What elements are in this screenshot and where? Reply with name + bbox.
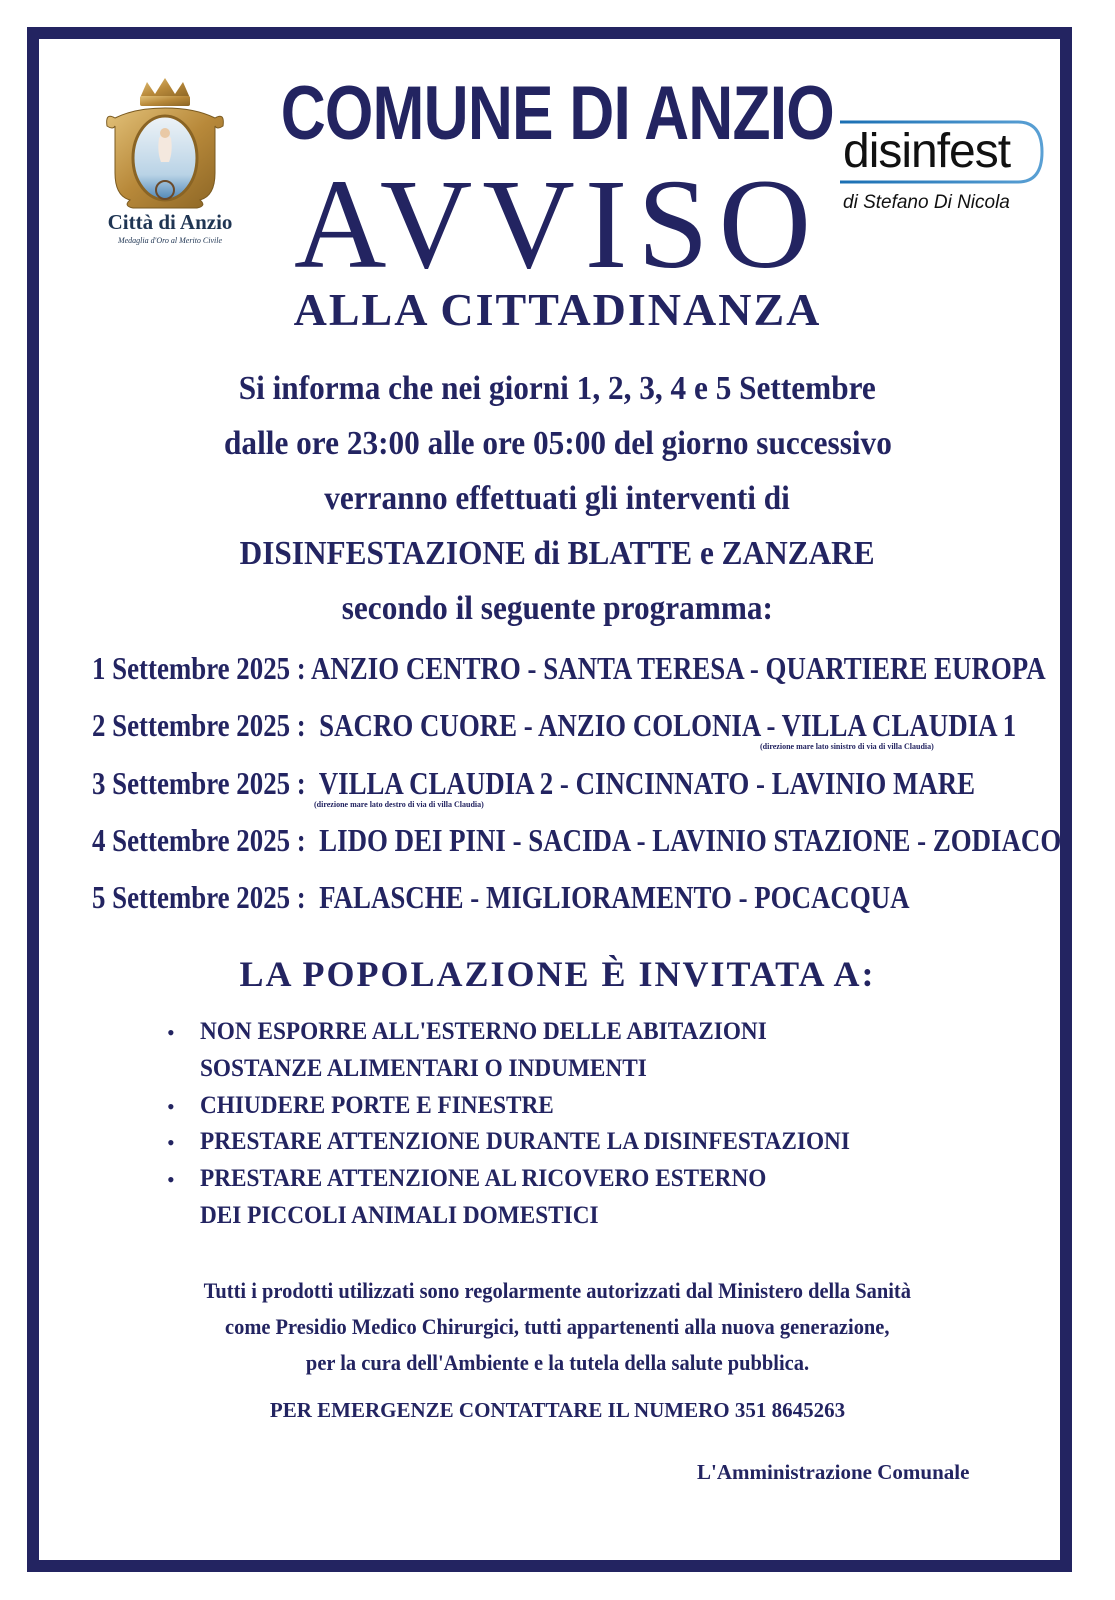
schedule-row — [92, 650, 1115, 687]
bullet-icon: • — [167, 1020, 175, 1045]
instruction-line: PRESTARE ATTENZIONE DURANTE LA DISINFESTAZIONI — [200, 1128, 850, 1155]
disinfest-logo-name: disinfest — [843, 125, 1011, 178]
schedule-zones: VILLA CLAUDIA 2 - CINCINNATO - LAVINIO MARE — [318, 765, 976, 801]
schedule-zones: FALASCHE - MIGLIORAMENTO - POCACQUA — [319, 879, 910, 915]
schedule-zones: ANZIO CENTRO - SANTA TERESA - QUARTIERE EUROPA — [310, 650, 1046, 686]
crest-city-name: Città di Anzio — [107, 210, 233, 234]
instruction-line: DEI PICCOLI ANIMALI DOMESTICI — [200, 1202, 599, 1229]
schedule-date: 3 Settembre 2025 : — [92, 765, 306, 801]
schedule-row — [92, 879, 1065, 916]
crest-motto: Medaglia d'Oro al Merito Civile — [117, 236, 223, 245]
signature: L'Amministrazione Comunale — [697, 1460, 970, 1484]
emergency-contact: PER EMERGENZE CONTATTARE IL NUMERO 351 8645263 — [269, 1398, 846, 1422]
schedule-zones: LIDO DEI PINI - SACIDA - LAVINIO STAZIONE - ZODIACO — [319, 822, 1062, 858]
footer-line: come Presidio Medico Chirurgici, tutti appartenenti alla nuova generazione, — [225, 1314, 890, 1339]
intro-line: secondo il seguente programma: — [341, 590, 774, 627]
bullet-icon: • — [167, 1167, 175, 1192]
instruction-line: CHIUDERE PORTE E FINESTRE — [200, 1092, 554, 1119]
disinfest-logo-owner: di Stefano Di Nicola — [843, 192, 1010, 213]
footer-line: per la cura dell'Ambiente e la tutela della salute pubblica. — [305, 1350, 810, 1375]
schedule-date: 5 Settembre 2025 : — [92, 879, 306, 915]
intro-line: verranno effettuati gli interventi di — [324, 480, 791, 517]
notice-title: AVVISO — [293, 153, 822, 295]
schedule-date: 4 Settembre 2025 : — [92, 822, 306, 858]
bullet-icon: • — [167, 1094, 175, 1119]
bullet-icon: • — [167, 1130, 175, 1155]
intro-line: DISINFESTAZIONE di BLATTE e ZANZARE — [239, 535, 876, 572]
instruction-line: SOSTANZE ALIMENTARI O INDUMENTI — [200, 1055, 647, 1082]
schedule-row — [92, 822, 1115, 859]
schedule-zones: SACRO CUORE - ANZIO COLONIA - VILLA CLAUDIA 1 — [319, 707, 1017, 743]
schedule-row — [92, 707, 1115, 744]
instruction-line: PRESTARE ATTENZIONE AL RICOVERO ESTERNO — [200, 1165, 767, 1192]
schedule-note: (direzione mare lato sinistro di via di villa Claudia) — [760, 742, 934, 751]
footer-line: Tutti i prodotti utilizzati sono regolarmente autorizzati dal Ministero della Sanità — [203, 1278, 912, 1303]
organization-title: COMUNE DI ANZIO — [280, 71, 835, 156]
schedule-date: 2 Settembre 2025 : — [92, 707, 306, 743]
instructions-heading: LA POPOLAZIONE È INVITATA A: — [239, 954, 876, 994]
intro-line: Si informa che nei giorni 1, 2, 3, 4 e 5 Settembre — [238, 370, 877, 407]
intro-line: dalle ore 23:00 alle ore 05:00 del giorno successivo — [223, 425, 892, 462]
schedule-date: 1 Settembre 2025 : — [92, 650, 306, 686]
notice-subtitle: ALLA CITTADINANZA — [293, 284, 822, 335]
instruction-line: NON ESPORRE ALL'ESTERNO DELLE ABITAZIONI — [200, 1018, 767, 1045]
schedule-row — [92, 765, 1115, 802]
schedule-note: (direzione mare lato destro di via di villa Claudia) — [314, 800, 484, 809]
